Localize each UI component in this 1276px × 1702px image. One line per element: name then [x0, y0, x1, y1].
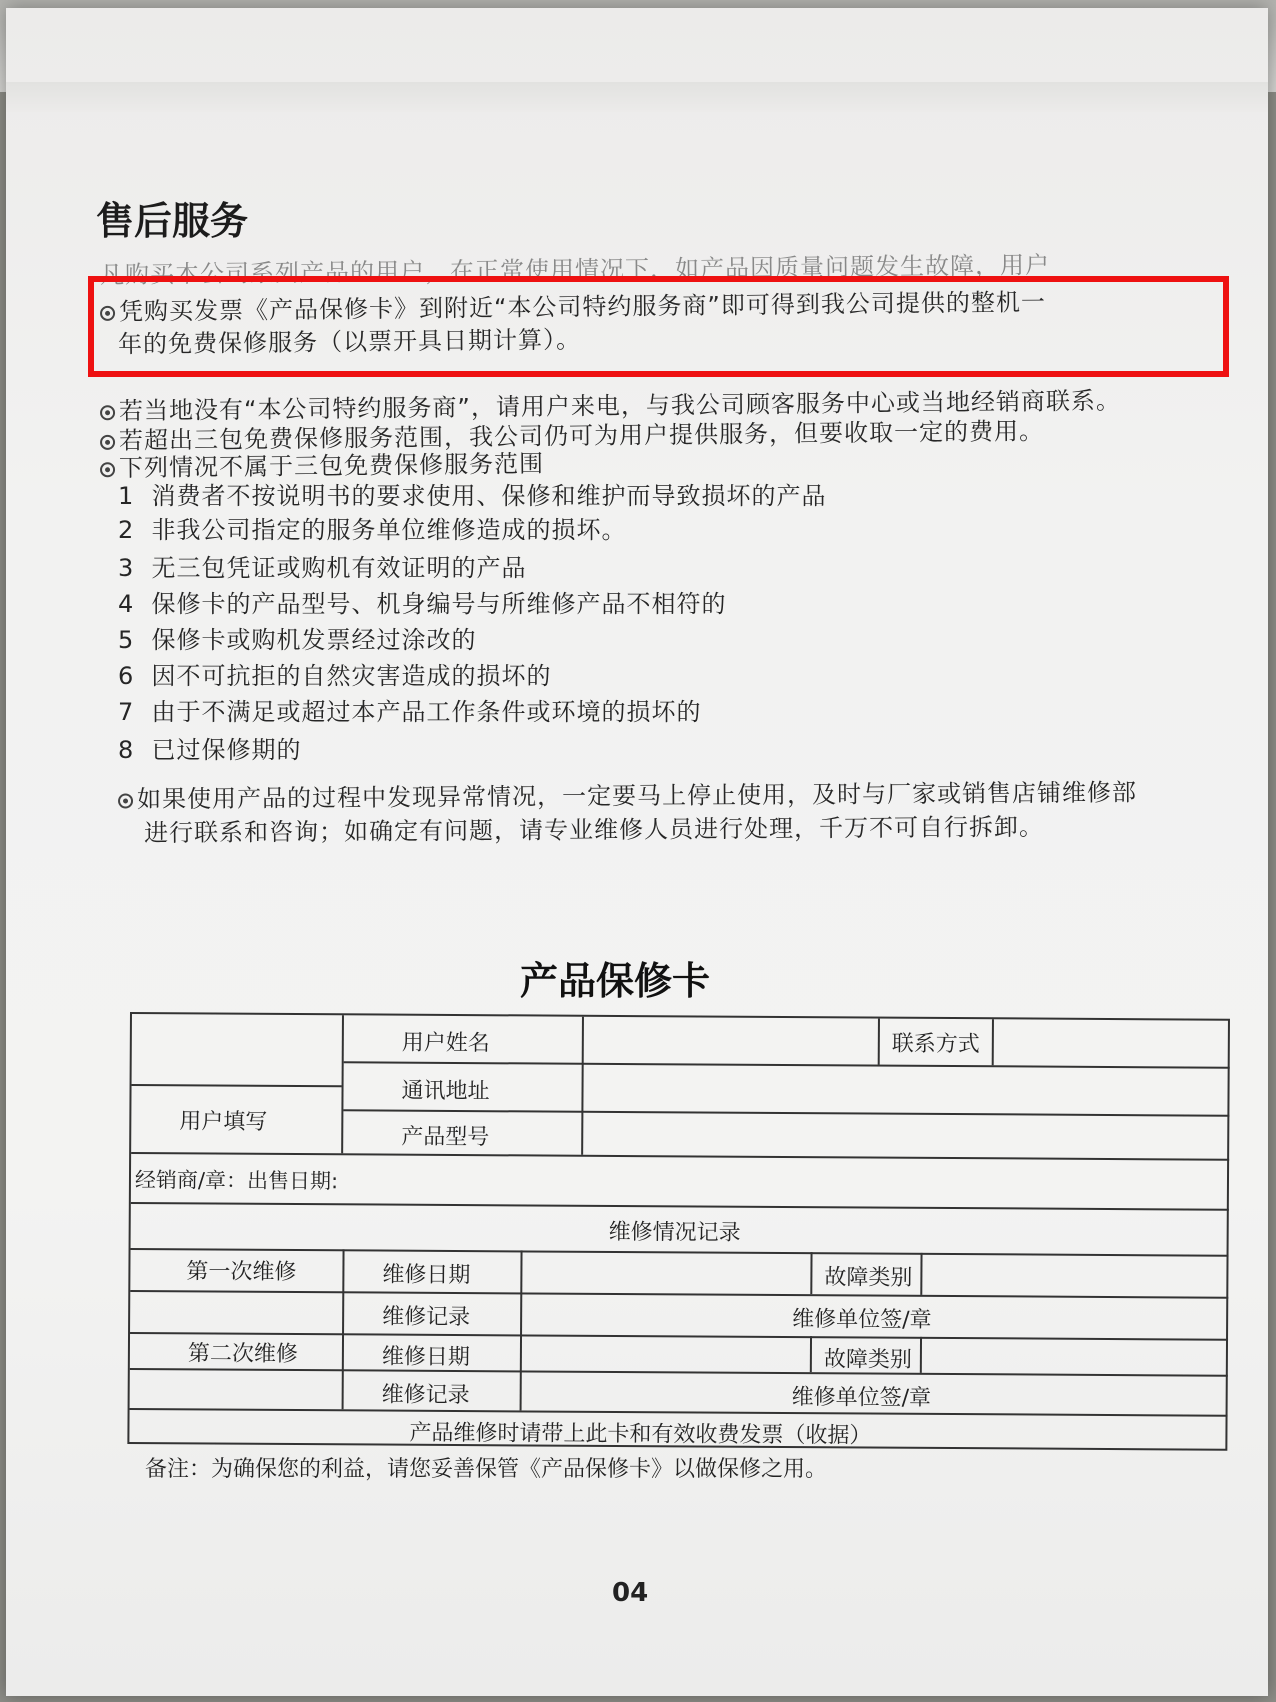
form-line: [878, 1019, 880, 1065]
form-line: [132, 1084, 342, 1087]
exclusion-item: 3 无三包凭证或购机有效证明的产品: [118, 554, 527, 582]
paragraph-text-partial: 凡购买本公司系列产品的用户，在正常使用情况下，如产品因质量问题发生故障，用户: [99, 251, 1051, 289]
exclusion-item: 4 保修卡的产品型号、机身编号与所维修产品不相符的: [118, 590, 727, 618]
form-line: [344, 1061, 1230, 1068]
label-user-fill: 用户填写: [179, 1109, 268, 1135]
note-text: 备注：为确保您的利益，请您妥善保管《产品保修卡》以做保修之用。: [145, 1457, 828, 1482]
exclusion-item: 1 消费者不按说明书的要求使用、保修和维护而导致损坏的产品: [118, 482, 827, 510]
label-user-name: 用户姓名: [401, 1030, 490, 1057]
label-repair-unit-sign: 维修单位签/章: [792, 1307, 932, 1333]
exclusion-item: 5 保修卡或购机发票经过涂改的: [118, 626, 477, 654]
form-line: [130, 1408, 1228, 1417]
form-line: [131, 1152, 1229, 1161]
form-line: [342, 1249, 345, 1409]
label-repair-date: 维修日期: [382, 1262, 471, 1289]
form-line: [130, 1290, 1228, 1299]
warranty-card-title: 产品保修卡: [520, 959, 711, 1003]
form-line: [920, 1253, 922, 1295]
form-line: [810, 1252, 812, 1294]
warning-line: 如果使用产品的过程中发现异常情况，一定要马上停止使用，及时与厂家或销售店铺维修部: [118, 772, 1137, 814]
label-repair-record: 维修记录: [381, 1382, 470, 1409]
paragraph-text: 年的免费保修服务（以票开具日期计算）。: [117, 325, 582, 359]
label-dealer: 经销商/章：出售日期:: [134, 1168, 339, 1194]
section-title: 售后服务: [96, 199, 249, 243]
form-line: [343, 1109, 1229, 1116]
label-fault-type: 故障类别: [823, 1347, 912, 1373]
form-line: [992, 1019, 994, 1065]
exclusion-item: 2 非我公司指定的服务单位维修造成的损坏。: [118, 516, 627, 544]
label-first-repair: 第一次维修: [186, 1259, 297, 1286]
exclusion-item: 8 已过保修期的: [118, 736, 302, 764]
form-line: [520, 1250, 523, 1410]
page-top-shadow: [6, 82, 1268, 112]
repair-record-header: 维修情况记录: [608, 1219, 741, 1246]
label-repair-record: 维修记录: [382, 1304, 471, 1331]
warning-line: 进行联系和咨询；如确定有问题，请专业维修人员进行处理，千万不可自行拆卸。: [143, 812, 1045, 848]
form-line: [810, 1336, 812, 1372]
bullet-icon: [118, 793, 133, 808]
label-contact: 联系方式: [891, 1031, 980, 1058]
red-highlight-box: [88, 276, 1229, 377]
form-line: [581, 1017, 584, 1155]
card-footer-text: 产品维修时请带上此卡和有效收费发票（收据）: [409, 1420, 872, 1449]
page-number: 04: [612, 1578, 649, 1608]
form-line: [341, 1015, 344, 1153]
paragraph-text: 若当地没有“本公司特约服务商”，请用户来电，与我公司顾客服务中心或当地经销商联系。: [118, 386, 1122, 426]
form-line: [920, 1337, 922, 1373]
bullet-icon: [100, 405, 115, 420]
label-second-repair: 第二次维修: [187, 1341, 299, 1368]
label-repair-unit-sign: 维修单位签/章: [791, 1385, 932, 1411]
warranty-card-form: [127, 1012, 1230, 1451]
exclusion-item: 6 因不可抗拒的自然灾害造成的损坏的: [118, 662, 552, 690]
label-model: 产品型号: [401, 1124, 490, 1151]
label-address: 通讯地址: [401, 1078, 490, 1105]
exclusion-item: 7 由于不满足或超过本产品工作条件或环境的损坏的: [118, 698, 702, 726]
paragraph-text: 若超出三包免费保修服务范围，我公司仍可为用户提供服务，但要收取一定的费用。: [118, 417, 1045, 455]
paragraph-text: 凭购买发票《产品保修卡》到附近“本公司特约服务商”即可得到我公司提供的整机一: [118, 288, 1047, 326]
form-line: [131, 1202, 1229, 1211]
bullet-icon: [100, 462, 115, 477]
paragraph-text: 下列情况不属于三包免费保修服务范围: [118, 449, 545, 483]
label-repair-date: 维修日期: [381, 1344, 470, 1371]
label-fault-type: 故障类别: [824, 1265, 913, 1291]
form-line: [130, 1368, 1228, 1377]
bullet-icon: [100, 434, 115, 449]
